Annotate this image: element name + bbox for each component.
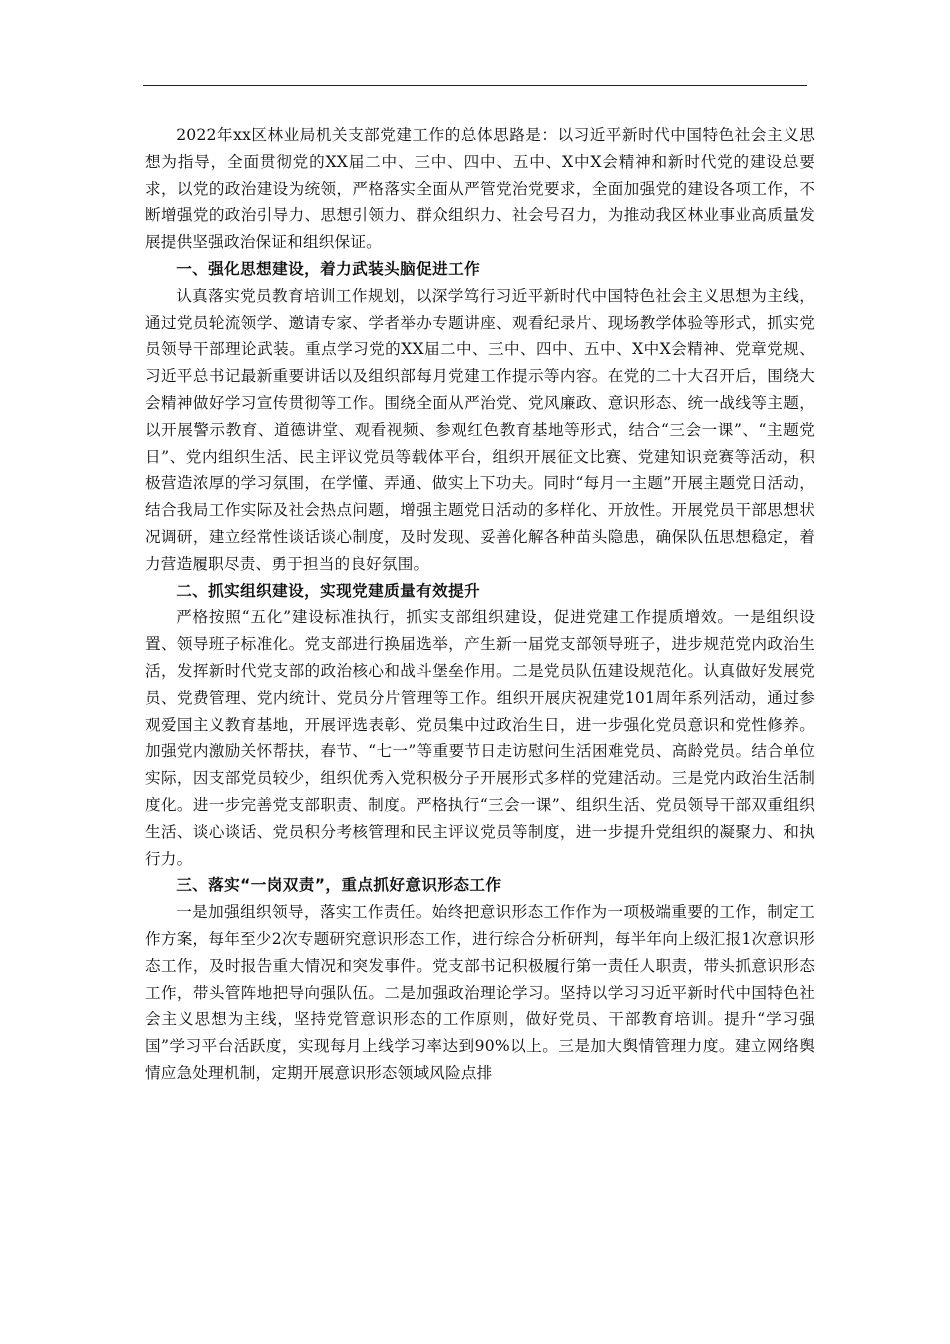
section-2-heading: 二、抓实组织建设，实现党建质量有效提升 <box>176 581 481 600</box>
section-1-heading: 一、强化思想建设，着力武装头脑促进工作 <box>176 259 481 278</box>
header-divider <box>143 85 807 86</box>
intro-paragraph: 2022年xx区林业局机关支部党建工作的总体思路是：以习近平新时代中国特色社会主义思想为指导，全面贯彻党的XX届二中、三中、四中、五中、X中X会精神和新时代党的建设总要求，以党的政治建设为统领，严格落实全面从严管党治党要求，全面加强党的建设各项工作，不断增强党的政治引导力、思想引领力、群众组织力、社会号召力，为推动我区林业事业高质量发展提供坚强政治保证和组织保证。 <box>145 126 815 252</box>
section-2-paragraph: 严格按照“五化”建设标准执行，抓实支部组织建设，促进党建工作提质增效。一是组织设置、领导班子标准化。党支部进行换届选举，产生新一届党支部领导班子，进步规范党内政治生活，发挥新时代党支部的政治核心和战斗堡垒作用。二是党员队伍建设规范化。认真做好发展党员、党费管理、党内统计、党员分片管理等工作。组织开展庆祝建党101周年系列活动，通过参观爱国主义教育基地，开展评选表彰、党员集中过政治生日，进一步强化党员意识和党性修养。加强党内激励关怀帮扶，春节、“七一”等重要节日走访慰问生活困难党员、高龄党员。结合单位实际，因支部党员较少，组织优秀入党积极分子开展形式多样的党建活动。三是党内政治生活制度化。进一步完善党支部职责、制度。严格执行“三会一课”、组织生活、党员领导干部双重组织生活、谈心谈话、党员积分考核管理和民主评议党员等制度，进一步提升党组织的凝聚力、和执行力。 <box>145 608 815 868</box>
document-body <box>145 122 815 1087</box>
section-3-heading: 三、落实“一岗双责”，重点抓好意识形态工作 <box>176 876 502 895</box>
section-3-paragraph: 一是加强组织领导，落实工作责任。始终把意识形态工作作为一项极端重要的工作，制定工作方案，每年至少2次专题研究意识形态工作，进行综合分析研判，每半年向上级汇报1次意识形态工作，及时报告重大情况和突发事件。党支部书记积极履行第一责任人职责，带头抓意识形态工作，带头管阵地把导向强队伍。二是加强政治理论学习。坚持以学习习近平新时代中国特色社会主义思想为主线，坚持党管意识形态的工作原则，做好党员、干部教育培训。提升“学习强国”学习平台活跃度，实现每月上线学习率达到90%以上。三是加大舆情管理力度。建立网络舆情应急处理机制，定期开展意识形态领域风险点排 <box>145 903 815 1082</box>
section-1-paragraph: 认真落实党员教育培训工作规划，以深学笃行习近平新时代中国特色社会主义思想为主线，通过党员轮流领学、邀请专家、学者举办专题讲座、观看纪录片、现场教学体验等形式，抓实党员领导干部理论武装。重点学习党的XX届二中、三中、四中、五中、X中X会精神、党章党规、习近平总书记最新重要讲话以及组织部每月党建工作提示等内容。在党的二十大召开后，围绕大会精神做好学习宣传贯彻等工作。围绕全面从严治党、党风廉政、意识形态、统一战线等主题，以开展警示教育、道德讲堂、观看视频、参观红色教育基地等形式，结合“三会一课”、“主题党日”、党内组织生活、民主评议党员等载体平台，组织开展征文比赛、党建知识竞赛等活动，积极营造浓厚的学习氛围，在学懂、弄通、做实上下功夫。同时“每月一主题”开展主题党日活动，结合我局工作实际及社会热点问题，增强主题党日活动的多样化、开放性。开展党员干部思想状况调研，建立经常性谈话谈心制度，及时发现、妥善化解各种苗头隐患，确保队伍思想稳定，着力营造履职尽责、勇于担当的良好氛围。 <box>145 286 815 573</box>
